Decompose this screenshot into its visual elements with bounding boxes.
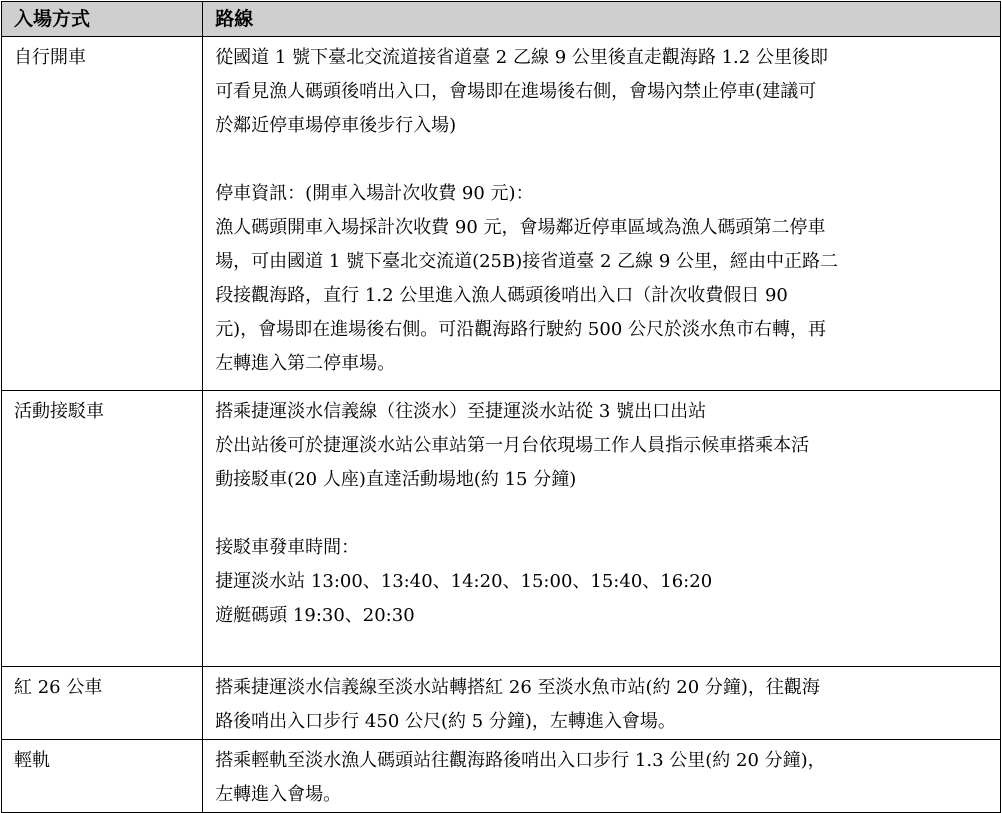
shuttle-schedule-pier: 遊艇碼頭 19:30、20:30 — [215, 605, 415, 626]
route-line: 於出站後可於捷運淡水站公車站第一月台依現場工作人員指示候車搭乘本活 — [215, 435, 810, 456]
table-row-bus — [2, 667, 1001, 740]
route-line: 場，可由國道 1 號下臺北交流道(25B)接省道臺 2 乙線 9 公里，經由中正路二 — [215, 251, 839, 272]
route-line: 搭乘捷運淡水信義線（往淡水）至捷運淡水站從 3 號出口出站 — [215, 401, 707, 422]
route-line: 於鄰近停車場停車後步行入場) — [215, 115, 457, 136]
blank-line — [215, 497, 990, 531]
header-method: 入場方式 — [2, 2, 203, 37]
route-line: 從國道 1 號下臺北交流道接省道臺 2 乙線 9 公里後直走觀海路 1.2 公里後即 — [215, 47, 828, 68]
route-line: 搭乘輕軌至淡水漁人碼頭站往觀海路後哨出入口步行 1.3 公里(約 20 分鐘)， — [215, 750, 826, 771]
route-line: 搭乘捷運淡水信義線至淡水站轉搭紅 26 至淡水魚市站(約 20 分鐘)，往觀海 — [215, 677, 820, 698]
route-line: 可看見漁人碼頭後哨出入口，會場即在進場後右側，會場內禁止停車(建議可 — [215, 81, 817, 102]
route-cell — [203, 391, 1001, 667]
route-line: 路後哨出入口步行 450 公尺(約 5 分鐘)，左轉進入會場。 — [215, 711, 676, 732]
route-cell — [203, 37, 1001, 391]
method-cell: 紅 26 公車 — [2, 667, 203, 740]
method-cell: 活動接駁車 — [2, 391, 203, 667]
table-row-light-rail — [2, 740, 1001, 813]
route-line: 漁人碼頭開車入場採計次收費 90 元，會場鄰近停車區域為漁人碼頭第二停車 — [215, 217, 826, 238]
route-line: 元)，會場即在進場後右側。可沿觀海路行駛約 500 公尺於淡水魚市右轉，再 — [215, 319, 827, 340]
parking-info-heading: 停車資訊：(開車入場計次收費 90 元)： — [215, 183, 534, 204]
route-cell — [203, 667, 1001, 740]
route-cell — [203, 740, 1001, 813]
table-row-self-drive — [2, 37, 1001, 391]
transport-table — [1, 1, 1001, 813]
table-row-shuttle — [2, 391, 1001, 667]
route-line: 左轉進入第二停車場。 — [215, 353, 396, 374]
route-line: 段接觀海路，直行 1.2 公里進入漁人碼頭後哨出入口（計次收費假日 90 — [215, 285, 788, 306]
method-cell: 自行開車 — [2, 37, 203, 391]
shuttle-schedule-mrt: 捷運淡水站 13:00、13:40、14:20、15:00、15:40、16:20 — [215, 571, 713, 592]
method-cell: 輕軌 — [2, 740, 203, 813]
blank-line — [215, 143, 990, 177]
header-route: 路線 — [203, 2, 1001, 37]
shuttle-schedule-heading: 接駁車發車時間： — [215, 537, 360, 558]
table-header-row — [2, 2, 1001, 37]
route-line: 動接駁車(20 人座)直達活動場地(約 15 分鐘) — [215, 469, 577, 490]
route-line: 左轉進入會場。 — [215, 784, 342, 805]
